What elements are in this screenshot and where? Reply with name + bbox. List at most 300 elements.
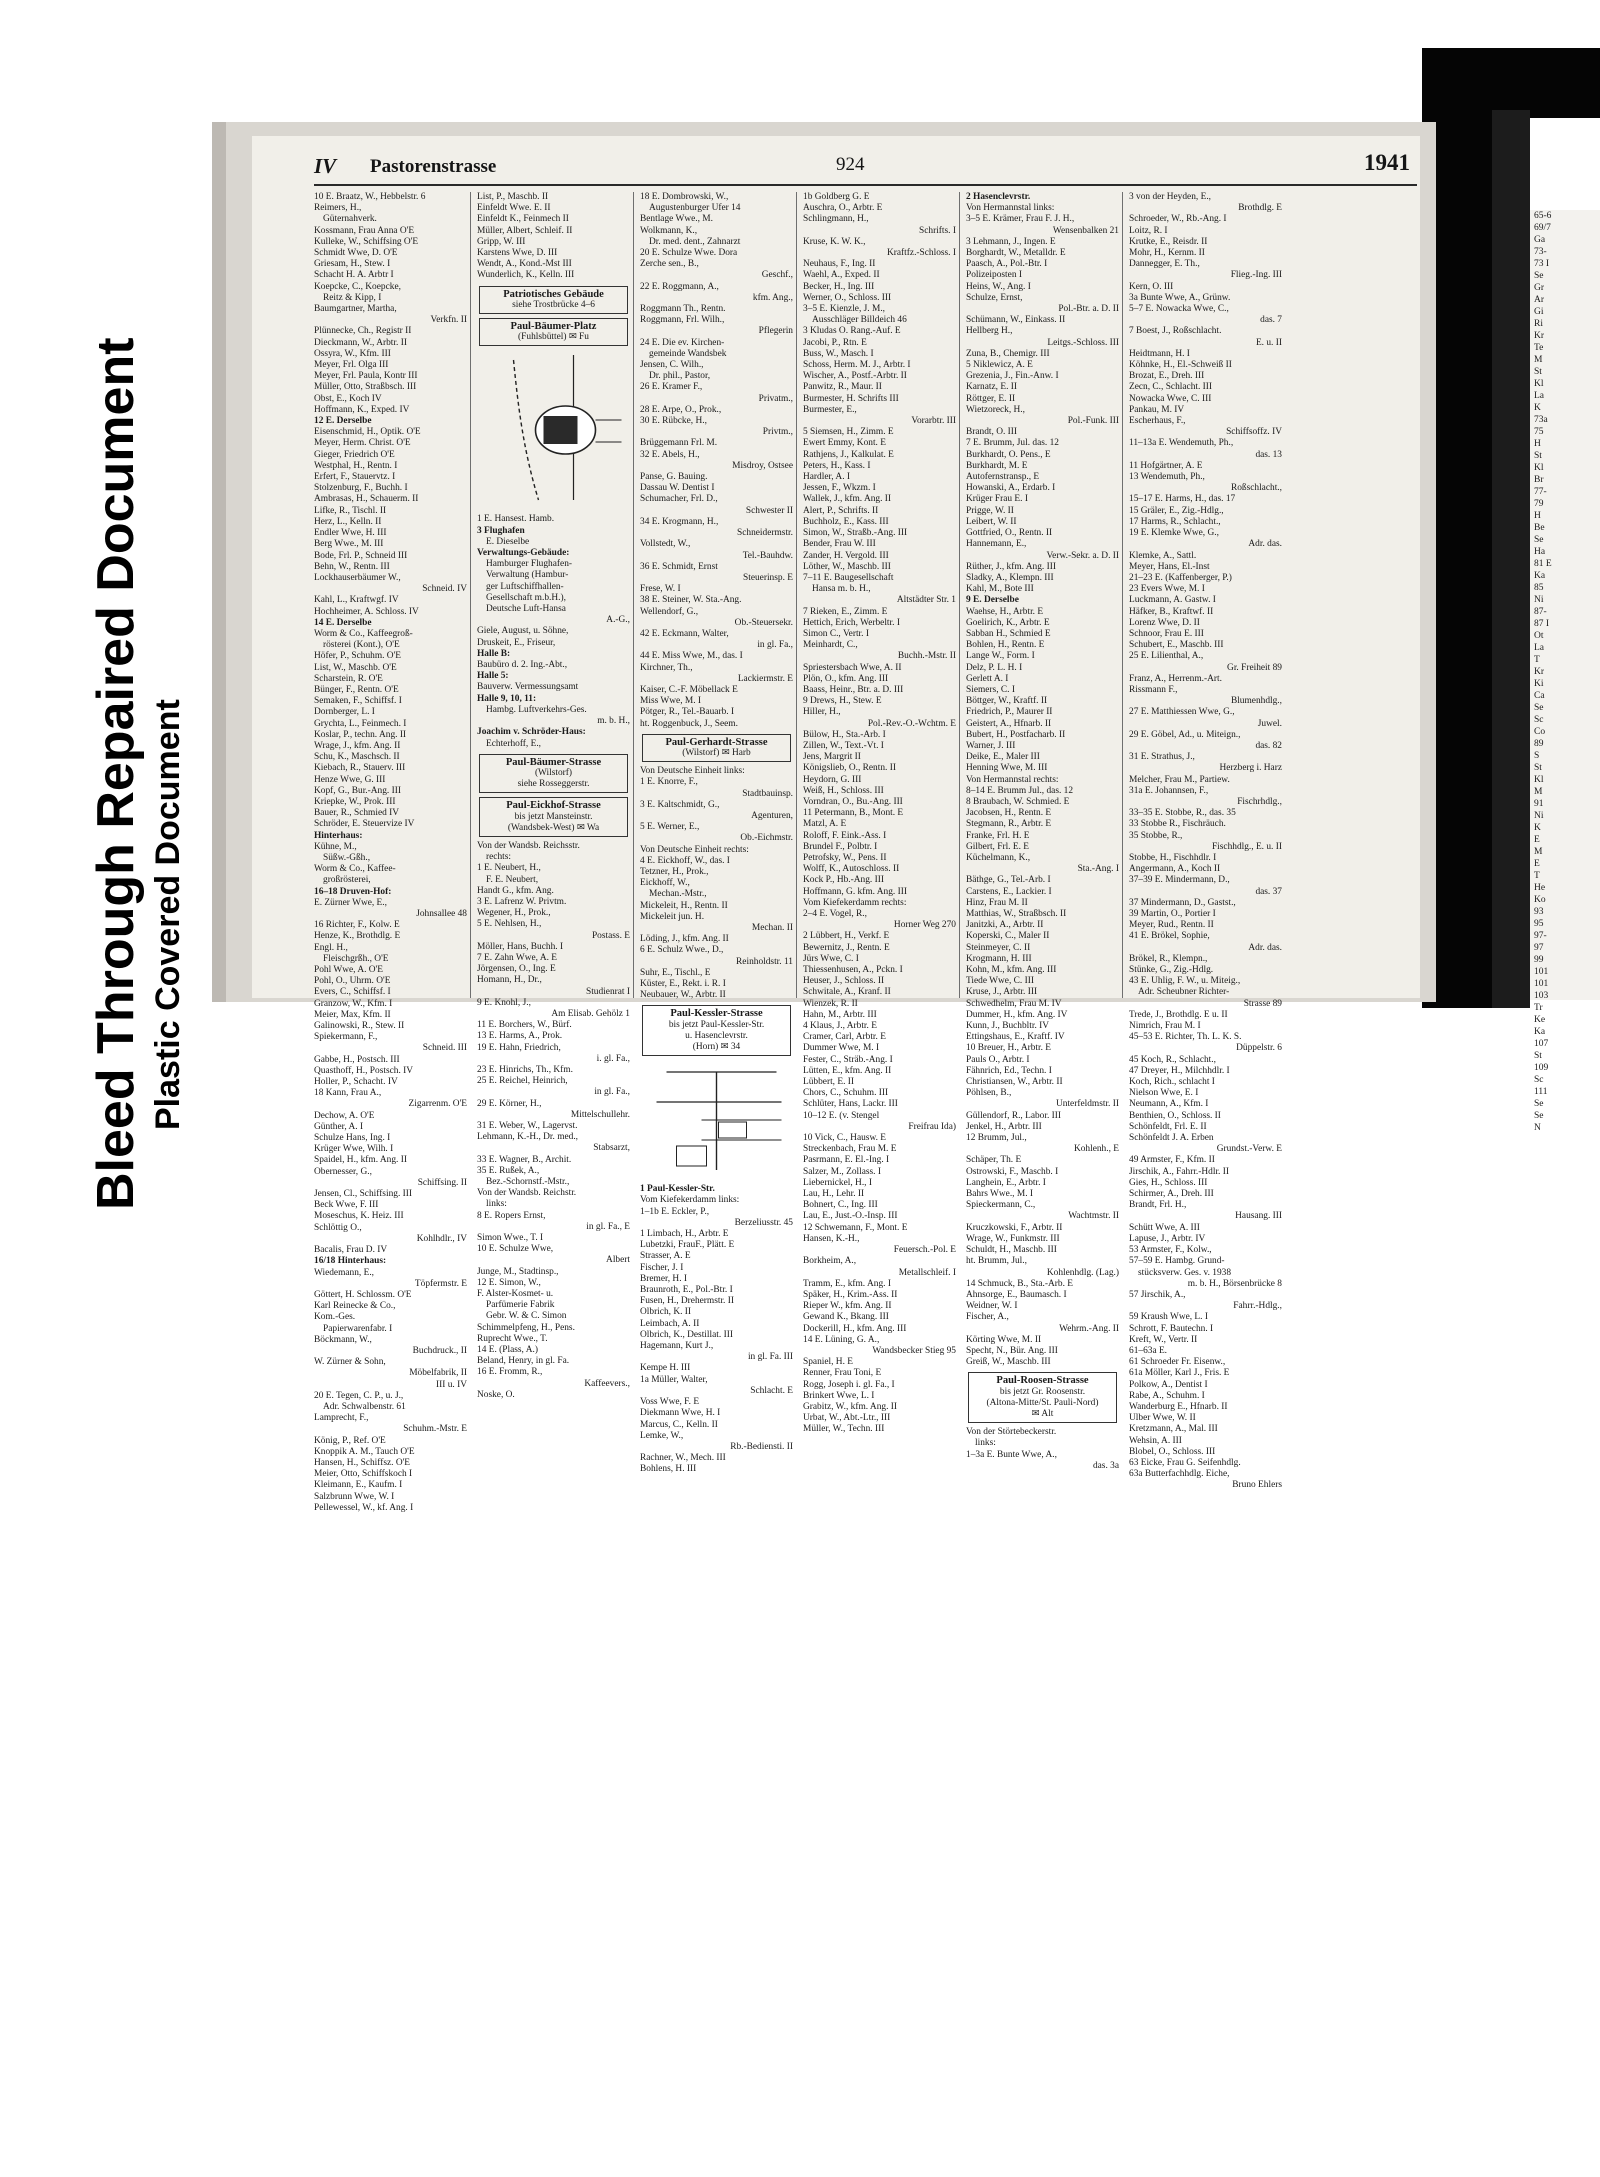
adjacent-page-entry: Se	[1534, 703, 1544, 713]
directory-entry: Kohn, M., kfm. Ang. III	[966, 965, 1057, 976]
directory-entry: Meyer, Hans, El.-Inst	[1129, 561, 1210, 572]
directory-entry: Schneid. IV	[422, 584, 467, 595]
directory-entry: Mohr, H., Kernm. II	[1129, 248, 1205, 259]
street-note: (Wilstorf)	[534, 767, 573, 778]
directory-entry: Gottfried, O., Rentn. II	[966, 528, 1053, 539]
directory-entry: rechts:	[486, 852, 511, 863]
house-number-heading: Verwaltungs-Gebäude:	[477, 548, 570, 559]
directory-entry: Schlöttig O.,	[314, 1222, 362, 1233]
directory-entry: Löding, J., kfm. Ang. II	[640, 934, 729, 945]
directory-entry: 61a Möller, Karl J., Fris. E	[1129, 1368, 1230, 1379]
directory-entry: Jessen, F., Wkzm. I	[803, 483, 876, 494]
directory-entry: 57–59 E. Hambg. Grund-	[1129, 1256, 1225, 1267]
directory-entry: Tramm, E., kfm. Ang. I	[803, 1278, 891, 1289]
house-number-heading: Halle 9, 10, 11:	[477, 693, 537, 704]
directory-entry: Autofernstransp., E	[966, 472, 1040, 483]
directory-entry: Specht, N., Bür. Ang. III	[966, 1345, 1058, 1356]
directory-entry: Pankau, M. IV	[1129, 404, 1185, 415]
adjacent-page-entry: E	[1534, 835, 1540, 845]
adjacent-page-entry: 101	[1534, 967, 1549, 977]
directory-entry: Meyer, Frl. Olga III	[314, 360, 389, 371]
directory-entry: Flieg.-Ing. III	[1230, 270, 1282, 281]
directory-entry: Grundst.-Verw. E	[1216, 1144, 1282, 1155]
adjacent-page-entry: Tr	[1534, 1003, 1543, 1013]
directory-entry: Bülow, H., Sta.-Arb. I	[803, 729, 886, 740]
directory-entry: Heuser, J., Schloss. II	[803, 976, 885, 987]
directory-entry: 3–5 E. Krämer, Frau F. J. H.,	[966, 214, 1075, 225]
directory-entry: Brökel, R., Klempn.,	[1129, 953, 1208, 964]
directory-entry: 41 E. Brökel, Sophie,	[1129, 931, 1210, 942]
house-number-heading: Halle 5:	[477, 671, 509, 682]
directory-entry: Hansen, K.-H.,	[803, 1233, 860, 1244]
sketch-road-line	[596, 420, 622, 442]
directory-entry: Schimmelpfeng, H., Pens.	[477, 1322, 575, 1333]
directory-entry: Bode, Frl. P., Schneid III	[314, 550, 408, 561]
directory-entry: Jacobsen, H., Rentn. E	[966, 808, 1052, 819]
directory-entry: Polizeiposten I	[966, 270, 1022, 281]
directory-entry: ger Luftschiffhallen-	[486, 581, 564, 592]
directory-entry: Grychta, L., Feinmech. I	[314, 718, 407, 729]
directory-entry: Ahnsorge, E., Baumasch. I	[966, 1289, 1067, 1300]
directory-entry: Hausang. III	[1235, 1211, 1282, 1222]
directory-entry: Dannegger, E. Th.,	[1129, 259, 1200, 270]
directory-entry: Berg Wwe., M. III	[314, 539, 384, 550]
directory-entry: Schroeder, W., Rb.-Ang. I	[1129, 214, 1227, 225]
adjacent-page-entry: 91	[1534, 799, 1544, 809]
directory-entry: Brundel F., Polbtr. I	[803, 841, 878, 852]
directory-entry: Sta.-Ang. I	[1077, 864, 1119, 875]
directory-entry: Güternahverk.	[323, 214, 377, 225]
directory-entry: 25 E. Reichel, Heinrich,	[477, 1076, 568, 1087]
directory-entry: Herz, L., Kelln. II	[314, 516, 382, 527]
adjacent-page-entry: Se	[1534, 1099, 1544, 1109]
directory-entry: Waehl, A., Exped. II	[803, 270, 880, 281]
directory-page	[252, 136, 1420, 1513]
directory-entry: Kohlhdlr., IV	[416, 1233, 467, 1244]
directory-entry: 4 E. Eickhoff, W., das. I	[640, 855, 730, 866]
directory-entry: 15 Gräler, E., Zig.-Hdlg.,	[1129, 505, 1224, 516]
street-heading-box	[479, 754, 628, 794]
adjacent-page-entry: 101	[1534, 979, 1549, 989]
directory-entry: 39 Martin, O., Portier I	[1129, 909, 1216, 919]
adjacent-page-entry: 87-	[1534, 607, 1547, 617]
directory-entry: Bäthge, G., Tel.-Arb. I	[966, 875, 1051, 886]
directory-entry: 33 Stobbe R., Fischräuch.	[1129, 819, 1226, 830]
adjacent-page-entry: Te	[1534, 343, 1544, 353]
directory-entry: F. Alster-Kosmet- u.	[477, 1289, 554, 1300]
directory-entry: A.-G.,	[606, 615, 630, 626]
directory-entry: 7 Rieken, E., Zimm. E	[803, 606, 888, 617]
directory-entry: Kom.-Ges.	[314, 1312, 356, 1323]
directory-entry: Plön, O., kfm. Ang. III	[803, 673, 889, 684]
directory-entry: Schwitale, A., Kranf. II	[803, 987, 891, 998]
directory-entry: das. 13	[1255, 449, 1282, 460]
directory-column-5	[966, 192, 1123, 1471]
directory-entry: 35 E. Rußek, A.,	[477, 1165, 540, 1176]
directory-entry: Güllendorf, R., Labor. III	[966, 1110, 1062, 1121]
directory-entry: Altstädter Str. 1	[896, 595, 956, 606]
directory-entry: Rabe, A., Schuhm. I	[1129, 1390, 1205, 1401]
directory-entry: 1–3a E. Bunte Wwe, A.,	[966, 1449, 1057, 1460]
adjacent-page-entry: N	[1534, 1123, 1541, 1133]
directory-entry: rösterei (Kont.), O'E	[323, 640, 400, 651]
directory-entry: Kahl, M., Bote III	[966, 584, 1034, 595]
directory-entry: Wrage, W., Funkmstr. III	[966, 1233, 1060, 1244]
directory-entry: Urbat, W., Abt.-Ltr., III	[803, 1413, 891, 1424]
directory-entry: List, P., Maschb. II	[477, 192, 549, 202]
directory-entry: Lifke, R., Tischl. II	[314, 505, 387, 516]
directory-entry: Verw.-Sekr. a. D. II	[1046, 550, 1119, 561]
page-header	[252, 136, 1420, 182]
directory-column-2	[477, 192, 634, 1400]
adjacent-page-entry: Be	[1534, 523, 1545, 533]
adjacent-page-entry: 99	[1534, 955, 1544, 965]
directory-entry: Tetzner, H., Prok.,	[640, 866, 709, 877]
directory-entry: 37 Mindermann, D., Gastst.,	[1129, 897, 1236, 908]
directory-entry: Misdroy, Ostsee	[732, 460, 793, 471]
directory-entry: Streckenbach, Frau M. E	[803, 1144, 897, 1155]
directory-entry: 38 E. Steiner, W. Sta.-Ang.	[640, 595, 742, 606]
directory-entry: Herzberg i. Harz	[1219, 763, 1282, 774]
directory-entry: Evers, C., Schiffsf. I	[314, 987, 391, 998]
directory-entry: 10–12 E. (v. Stengel	[803, 1110, 880, 1121]
directory-entry: Christiansen, W., Arbtr. II	[966, 1077, 1063, 1088]
plastic-covered-label: Plastic Covered Document	[149, 699, 187, 1130]
directory-entry: Diekmann Wwe, H. I	[640, 1408, 721, 1419]
directory-entry: Eickhoff, W.,	[640, 878, 690, 889]
directory-entry: Olbrich, K. II	[640, 1307, 692, 1318]
directory-entry: 8 Braubach, W. Schmied. E	[966, 796, 1070, 807]
directory-entry: Dechow, A. O'E	[314, 1110, 375, 1121]
directory-entry: Gerlett A. I	[966, 673, 1009, 684]
directory-entry: Reimers, H.,	[314, 203, 362, 214]
directory-entry: Wellendorf, G.,	[640, 606, 699, 617]
directory-entry: links:	[975, 1438, 996, 1449]
directory-entry: 34 E. Krogmann, H.,	[640, 516, 719, 527]
directory-entry: Körting Wwe, M. II	[966, 1334, 1042, 1345]
directory-entry: Pol.-Btr. a. D. II	[1058, 304, 1119, 315]
directory-entry: Karstens Wwe, D. III	[477, 248, 558, 259]
street-note: bis jetzt Mansteinstr.	[514, 811, 593, 822]
directory-entry: Alert, P., Schrifts. II	[803, 505, 879, 516]
directory-entry: Schlingmann, H.,	[803, 214, 869, 225]
directory-entry: 13 E. Harms, A., Prok.	[477, 1031, 563, 1042]
adjacent-page-entry: S	[1534, 751, 1540, 761]
sketch-map-svg	[481, 350, 626, 510]
directory-entry: Bruno Ehlers	[1232, 1480, 1282, 1491]
house-number-heading: 9 E. Derselbe	[966, 595, 1019, 606]
adjacent-page-entry: Ka	[1534, 571, 1546, 581]
directory-entry: E. u. II	[1255, 337, 1282, 348]
directory-entry: Gieger, Friedrich O'E	[314, 449, 395, 460]
directory-entry: Horner Weg 270	[893, 920, 956, 931]
directory-entry: Kühne, M.,	[314, 841, 357, 852]
adjacent-page-entry: 97	[1534, 943, 1544, 953]
directory-entry: Müller, W., Techn. III	[803, 1424, 885, 1435]
directory-entry: Meier, Max, Kfm. II	[314, 1009, 391, 1020]
directory-entry: Ob.-Eichmstr.	[740, 833, 793, 844]
directory-entry: Angermann, A., Koch II	[1129, 864, 1221, 875]
directory-entry: III u. IV	[436, 1379, 467, 1390]
adjacent-page-entry: Ni	[1534, 811, 1544, 821]
directory-entry: Warner, J. III	[966, 740, 1016, 751]
directory-entry: Buss, W., Masch. I	[803, 348, 874, 359]
house-number-heading: Joachim v. Schröder-Haus:	[477, 727, 586, 738]
directory-entry: 7 Boest, J., Roßschlacht.	[1129, 326, 1222, 337]
adjacent-page-entry: 77-	[1534, 487, 1547, 497]
street-name: Paul-Bäumer-Strasse	[505, 756, 602, 768]
directory-entry: Vom Kiefekerdamm rechts:	[803, 897, 907, 908]
directory-entry: Scharstein, R. O'E	[314, 673, 383, 684]
directory-entry: Kempe H. III	[640, 1363, 691, 1374]
directory-entry: König, P., Ref. O'E	[314, 1435, 386, 1446]
house-number-heading: 16/18 Hinterhaus:	[314, 1256, 387, 1267]
directory-entry: Schubert, E., Maschb. III	[1129, 640, 1224, 651]
directory-entry: Deike, E., Maler III	[966, 752, 1040, 763]
directory-entry: Carstens, E., Lackier. I	[966, 886, 1052, 897]
adjacent-page-entry: H	[1534, 439, 1541, 449]
adjacent-page-entry: Sc	[1534, 715, 1544, 725]
street-name: Paul-Gerhardt-Strasse	[665, 736, 768, 748]
adjacent-page-entry: Ko	[1534, 895, 1546, 905]
adjacent-page-entry: Ke	[1534, 1015, 1546, 1025]
adjacent-page-entry: T	[1534, 871, 1540, 881]
directory-entry: Wandsbecker Stieg 95	[872, 1345, 956, 1356]
directory-entry: Gebr. W. & C. Simon	[486, 1311, 567, 1322]
directory-entry: 1 E. Knorre, F.,	[640, 777, 698, 788]
street-name: Paul-Bäumer-Platz	[510, 321, 597, 333]
directory-entry: Mickeleit jun. H.	[640, 911, 705, 922]
directory-entry: Häfker, B., Kraftwf. II	[1129, 606, 1214, 617]
directory-entry: Semaken, F., Schiffsf. I	[314, 696, 402, 707]
directory-entry: 12 Schwemann, F., Mont. E	[803, 1222, 908, 1233]
directory-entry: 5 Siemsen, H., Zimm. E	[803, 427, 894, 438]
directory-entry: m. b. H.,	[597, 716, 630, 727]
adjacent-page-entry: Ca	[1534, 691, 1545, 701]
directory-entry: Schuhm.-Mstr. E	[403, 1424, 467, 1435]
directory-entry: Meyer, Frl. Paula, Kontr III	[314, 371, 418, 382]
directory-entry: i. gl. Fa.,	[596, 1053, 630, 1064]
directory-entry: Leitgs.-Schloss. III	[1047, 337, 1119, 348]
directory-entry: 3 E. Lafrenz W. Privtm.	[477, 896, 567, 907]
directory-entry: Süßw.-Gßh.,	[323, 852, 371, 863]
directory-entry: 10 E. Schulze Wwe,	[477, 1244, 554, 1255]
directory-entry: Unterfeldmstr. II	[1055, 1099, 1119, 1110]
directory-entry: Rogg, Joseph i. gl. Fa., I	[803, 1379, 895, 1390]
directory-entry: Schumacher, Frl. D.,	[640, 494, 718, 505]
directory-entry: Jensen, C. Wilh.,	[640, 360, 704, 371]
directory-entry: Dockerill, H., kfm. Ang. III	[803, 1323, 907, 1334]
directory-entry: Küchelmann, K.,	[966, 852, 1031, 863]
directory-entry: Suhr, E., Tischl., E	[640, 967, 711, 978]
directory-entry: 21–23 E. (Kaffenberger, P.)	[1129, 572, 1232, 583]
directory-entry: Lau, H., Lehr. II	[803, 1189, 865, 1200]
directory-entry: 5 E. Nehlsen, H.,	[477, 919, 542, 930]
directory-entry: in gl. Fa., E	[586, 1221, 630, 1232]
street-note: (Wilstorf) ✉ Harb	[682, 747, 751, 758]
directory-entry: 31 E. Strathus, J.,	[1129, 752, 1195, 763]
directory-entry: Steinmeyer, C. II	[966, 942, 1031, 953]
adjacent-page-entry: Ka	[1534, 1027, 1546, 1037]
adjacent-page-entry: Ar	[1534, 295, 1545, 305]
directory-entry: Buchdruck., II	[412, 1345, 467, 1356]
directory-entry: Gies, H., Schloss. III	[1129, 1177, 1208, 1188]
directory-entry: Sabban H., Schmied E	[966, 628, 1051, 639]
directory-entry: 3 Lehmann, J., Ingen. E	[966, 236, 1056, 247]
directory-entry: Schacht H. A. Arbtr I	[314, 270, 394, 281]
directory-entry: Kiebach, R., Stauerv. III	[314, 763, 406, 774]
directory-entry: Burkhardt, M. E	[966, 460, 1028, 471]
house-number-heading: 1 Paul-Kessler-Str.	[640, 1184, 715, 1195]
directory-entry: Roggmann Th., Rentn.	[640, 304, 726, 315]
directory-entry: Dummer, H., kfm. Ang. IV	[966, 1009, 1068, 1020]
directory-entry: Privatm.,	[758, 393, 793, 404]
directory-entry: Blobel, O., Schloss. III	[1129, 1446, 1216, 1457]
directory-entry: Schnoor, Frau E. III	[1129, 628, 1204, 639]
directory-entry: Zillen, W., Text.-Vt. I	[803, 740, 884, 751]
directory-entry: Göttert, H. Schlossm. O'E	[314, 1289, 412, 1300]
directory-entry: Kern, O. III	[1129, 281, 1174, 292]
directory-entry: Moseschus, K. Heiz. III	[314, 1211, 404, 1222]
directory-entry: Kruse, K. W. K.,	[803, 236, 866, 247]
directory-entry: List, W., Maschb. O'E	[314, 662, 397, 673]
adjacent-page-entry: 73a	[1534, 415, 1548, 425]
directory-entry: Von der Wandsb. Reichstr.	[477, 1188, 577, 1199]
directory-entry: Kossmann, Frau Anna O'E	[314, 225, 415, 236]
directory-entry: Kretzmann, A., Mal. III	[1129, 1424, 1218, 1435]
directory-entry: Pöhlsen, B.,	[966, 1088, 1012, 1099]
directory-entry: Westphal, H., Rentn. I	[314, 460, 398, 471]
directory-entry: Augustenburger Ufer 14	[649, 203, 741, 214]
directory-entry: 61 Schroeder Fr. Eisenw.,	[1129, 1357, 1226, 1368]
street-note: (Horn) ✉ 34	[692, 1042, 741, 1053]
directory-entry: 45 Koch, R., Schlacht.,	[1129, 1054, 1216, 1065]
directory-entry: Wehrm.-Ang. II	[1059, 1323, 1119, 1334]
directory-entry: Ambrasas, H., Schauerm. II	[314, 494, 419, 505]
directory-entry: 31a E. Johannsen, F.,	[1129, 785, 1209, 796]
directory-entry: Deutsche Luft-Hansa	[486, 604, 566, 615]
directory-entry: Schönfeldt J. A. Erben	[1129, 1133, 1214, 1144]
directory-entry: 27 E. Matthiessen Wwe, G.,	[1129, 707, 1235, 718]
directory-column-4	[803, 192, 960, 1435]
directory-entry: Kulleke, W., Schiffsing O'E	[314, 236, 419, 247]
directory-entry: Krüger Frau E. I	[966, 494, 1028, 505]
directory-entry: Steuerinsp. E	[743, 572, 793, 583]
directory-entry: Meyer, Rud., Rentn. II	[1129, 920, 1214, 931]
directory-entry: Schulze, Ernst,	[966, 292, 1023, 303]
house-number-heading: 3 Flughafen	[477, 525, 525, 536]
directory-entry: Albert	[606, 1255, 630, 1266]
directory-entry: Noske, O.	[477, 1389, 515, 1400]
directory-entry: Fahrr.-Hdlg.,	[1233, 1301, 1282, 1312]
directory-entry: Berzeliusstr. 45	[734, 1217, 793, 1228]
directory-entry: 11 Hofgärtner, A. E	[1129, 460, 1203, 471]
directory-columns	[314, 192, 1420, 1513]
directory-entry: Vollstedt, W.,	[640, 539, 691, 550]
directory-entry: 7 E. Zahn Wwe, A. E	[477, 952, 558, 963]
directory-entry: kfm. Ang.,	[752, 292, 793, 303]
directory-year: 1941	[1364, 150, 1410, 175]
street-note: siehe Rosseggerstr.	[517, 779, 590, 790]
directory-entry: Reitz & Kipp, I	[323, 292, 382, 303]
directory-entry: Kunn, J., Buchbltr. IV	[966, 1021, 1050, 1032]
directory-entry: Fusen, H., Drehermstr. II	[640, 1296, 734, 1307]
directory-entry: Studienrat I	[585, 986, 630, 997]
directory-entry: Jirschik, A., Fahrr.-Hdlr. II	[1129, 1166, 1229, 1177]
directory-entry: Nowacka Wwe, C. III	[1129, 393, 1212, 404]
directory-entry: Möbelfabrik, II	[409, 1368, 467, 1379]
directory-entry: Hettich, Erich, Werbeltr. I	[803, 617, 900, 628]
directory-entry: Böckmann, W.,	[314, 1334, 372, 1345]
directory-entry: Kruse, J., Arbtr. III	[966, 987, 1038, 998]
directory-entry: Feuersch.-Pol. E	[893, 1245, 956, 1256]
directory-entry: Renner, Frau Toni, E	[803, 1368, 882, 1379]
adjacent-page-entry: 85	[1534, 583, 1544, 593]
directory-entry: Rissmann F.,	[1129, 684, 1178, 695]
directory-entry: Gesellschaft m.b.H.),	[486, 592, 566, 603]
directory-entry: 10 Vick, C., Hausw. E	[803, 1133, 887, 1144]
directory-entry: 49 Armster, F., Kfm. II	[1129, 1155, 1215, 1166]
adjacent-page-entry: 81 E	[1534, 559, 1552, 569]
directory-entry: 8–14 E. Brumm Jul., das. 12	[966, 785, 1074, 796]
directory-entry: Von der Wandsb. Reichsstr.	[477, 840, 580, 851]
directory-entry: Brinkert Wwe, L. I	[803, 1390, 875, 1401]
directory-entry: Bohlen, H., Rentn. E	[966, 640, 1045, 651]
directory-entry: Bacalis, Frau D. IV	[314, 1245, 388, 1256]
directory-entry: m. b. H., Börsenbrücke 8	[1187, 1278, 1282, 1289]
directory-entry: Rb.-Bediensti. II	[730, 1441, 793, 1452]
directory-entry: Fester, C., Sträb.-Ang. I	[803, 1054, 893, 1065]
directory-entry: 36 E. Schmidt, Ernst	[640, 561, 718, 572]
directory-entry: 24 E. Die ev. Kirchen-	[640, 337, 725, 348]
directory-entry: Marcus, C., Kelln. II	[640, 1419, 718, 1430]
street-name: Paul-Roosen-Strasse	[996, 1375, 1089, 1387]
directory-entry: Lockhauserbäumer W.,	[314, 572, 401, 583]
directory-entry: stücksverw. Ges. v. 1938	[1138, 1267, 1232, 1278]
directory-entry: Strasse 89	[1243, 998, 1282, 1009]
directory-entry: Galinowski, R., Stew. II	[314, 1021, 405, 1032]
directory-entry: Dornberger, L. I	[314, 707, 375, 718]
directory-entry: Schümann, W., Einkass. II	[966, 315, 1066, 326]
adjacent-page-entry: 95	[1534, 919, 1544, 929]
directory-entry: Vom Kiefekerdamm links:	[640, 1195, 740, 1206]
directory-entry: Buchholz, E., Kass. III	[803, 516, 889, 527]
directory-entry: Einfeldt Wwe. E. II	[477, 203, 551, 214]
directory-entry: E. Dieselbe	[486, 536, 530, 547]
adjacent-page-entry: 109	[1534, 1063, 1549, 1073]
directory-entry: Lütten, E., kfm. Ang. II	[803, 1065, 892, 1076]
directory-entry: Ulber Wwe, W. II	[1129, 1413, 1196, 1424]
directory-entry: Borkheim, A.,	[803, 1256, 857, 1267]
directory-entry: Mechan. II	[751, 923, 793, 933]
directory-entry: 23 Evers Wwe, M. I	[1129, 584, 1205, 595]
street-note: bis jetzt Paul-Kessler-Str.	[668, 1019, 765, 1030]
adjacent-page-entry: 73-	[1534, 247, 1547, 257]
street-note: (Fuhlsbüttel) ✉ Fu	[518, 332, 589, 343]
directory-entry: Privtm.,	[762, 427, 793, 438]
adjacent-page-entry: 87 I	[1534, 619, 1550, 629]
directory-entry: Juwel.	[1257, 718, 1282, 729]
directory-entry: Metallschleif. I	[898, 1267, 956, 1278]
directory-entry: Von Deutsche Einheit rechts:	[640, 844, 749, 855]
directory-entry: Agenturen,	[751, 810, 793, 821]
adjacent-page-entry: 93	[1534, 907, 1544, 917]
adjacent-page-entry: E	[1534, 859, 1540, 869]
directory-entry: Schiffsing. II	[417, 1177, 467, 1188]
directory-entry: 1 E. Hansest. Hamb.	[477, 514, 555, 525]
directory-entry: Delz, P. L. H. I	[966, 662, 1023, 673]
directory-entry: Bender, Frau W. III	[803, 539, 876, 550]
